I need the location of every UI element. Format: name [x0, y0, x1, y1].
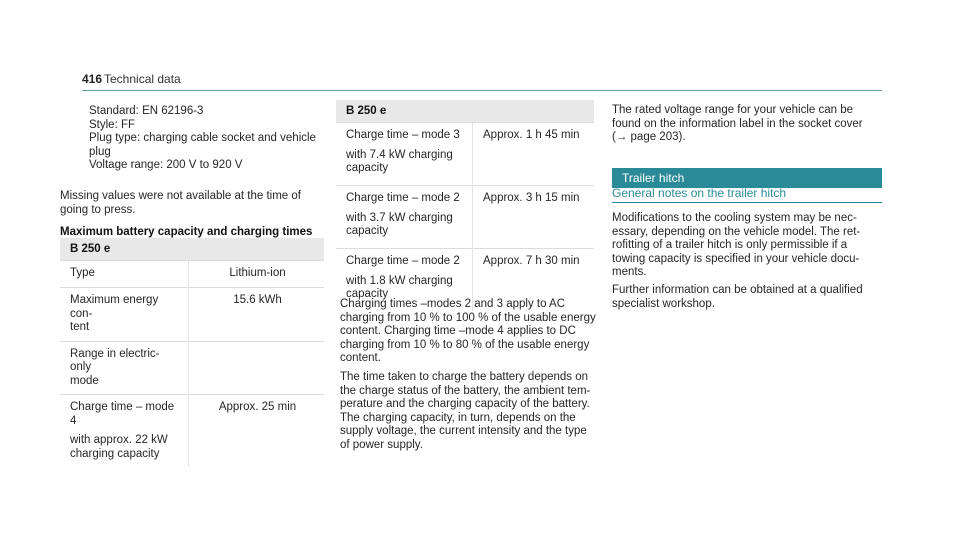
table-row: Maximum energy con- tent 15.6 kWh: [60, 288, 324, 342]
further-info-paragraph: Further information can be obtained at a qualified specialist workshop.: [612, 284, 863, 310]
page-section-title: Technical data: [104, 72, 181, 86]
table-row: Range in electric-only mode: [60, 341, 324, 395]
table-row: Type Lithium-ion: [60, 261, 324, 288]
spec-line: Voltage range: 200 V to 920 V: [89, 159, 243, 171]
section-title: Trailer hitch: [622, 171, 685, 185]
section-banner-trailer-hitch: [612, 168, 882, 188]
voltage-info-paragraph: The rated voltage range for your vehicle can be found on the information label in the socket cover (→ page 203).: [612, 104, 863, 143]
charge-time-table: [336, 100, 594, 311]
page-number: 416: [82, 72, 103, 86]
header-divider: [82, 90, 882, 91]
spec-line: Style: FF: [89, 118, 136, 131]
connector-spec-list: [89, 105, 316, 173]
section-subtitle: General notes on the trailer hitch: [612, 186, 787, 200]
spec-line: Standard: EN 62196-3: [89, 105, 204, 117]
table-row: Charge time – mode 3 with 7.4 kW charging capacity Approx. 1 h 45 min: [336, 123, 594, 186]
table-row: Charge time – mode 4 with approx. 22 kW charging capacity Approx. 25 min: [60, 395, 324, 468]
charging-times-paragraph: Charging times –modes 2 and 3 apply to AC charging from 10 % to 100 % of the usable energy content. Charging time –mode 4 applies to DC charging from 10 % to 80 % of the usable energy content.: [340, 298, 596, 364]
subheading-capacity: Maximum battery capacity and charging times: [60, 226, 313, 238]
spec-line: Plug type: charging cable socket and vehicle: [89, 132, 316, 144]
table-row: Charge time – mode 2 with 1.8 kW charging capacity Approx. 7 h 30 min: [336, 249, 594, 312]
battery-table: [60, 238, 324, 467]
section-subtitle-rule: [612, 202, 882, 203]
table-header: B 250 e: [60, 238, 324, 261]
table-header: B 250 e: [336, 100, 594, 123]
table-row: Charge time – mode 2 with 3.7 kW charging capacity Approx. 3 h 15 min: [336, 186, 594, 249]
modifications-paragraph: Modifications to the cooling system may be nec- essary, depending on the vehicle model. The ret- rofitting of a trailer hitch is only permissible if a towing capacity is specified in your vehicle docu- ments.: [612, 212, 861, 278]
spec-line: plug: [89, 145, 111, 158]
missing-values-note: Missing values were not available at the time of going to press. Maximum battery capacity and charging times: [60, 190, 313, 238]
battery-charge-paragraph: The time taken to charge the battery depends on the charge status of the battery, the ambient tem- perature and the charging capacity of the battery. The charging capacity, in turn, depends on the supply voltage, the current intensity and the type of power supply.: [340, 371, 591, 451]
